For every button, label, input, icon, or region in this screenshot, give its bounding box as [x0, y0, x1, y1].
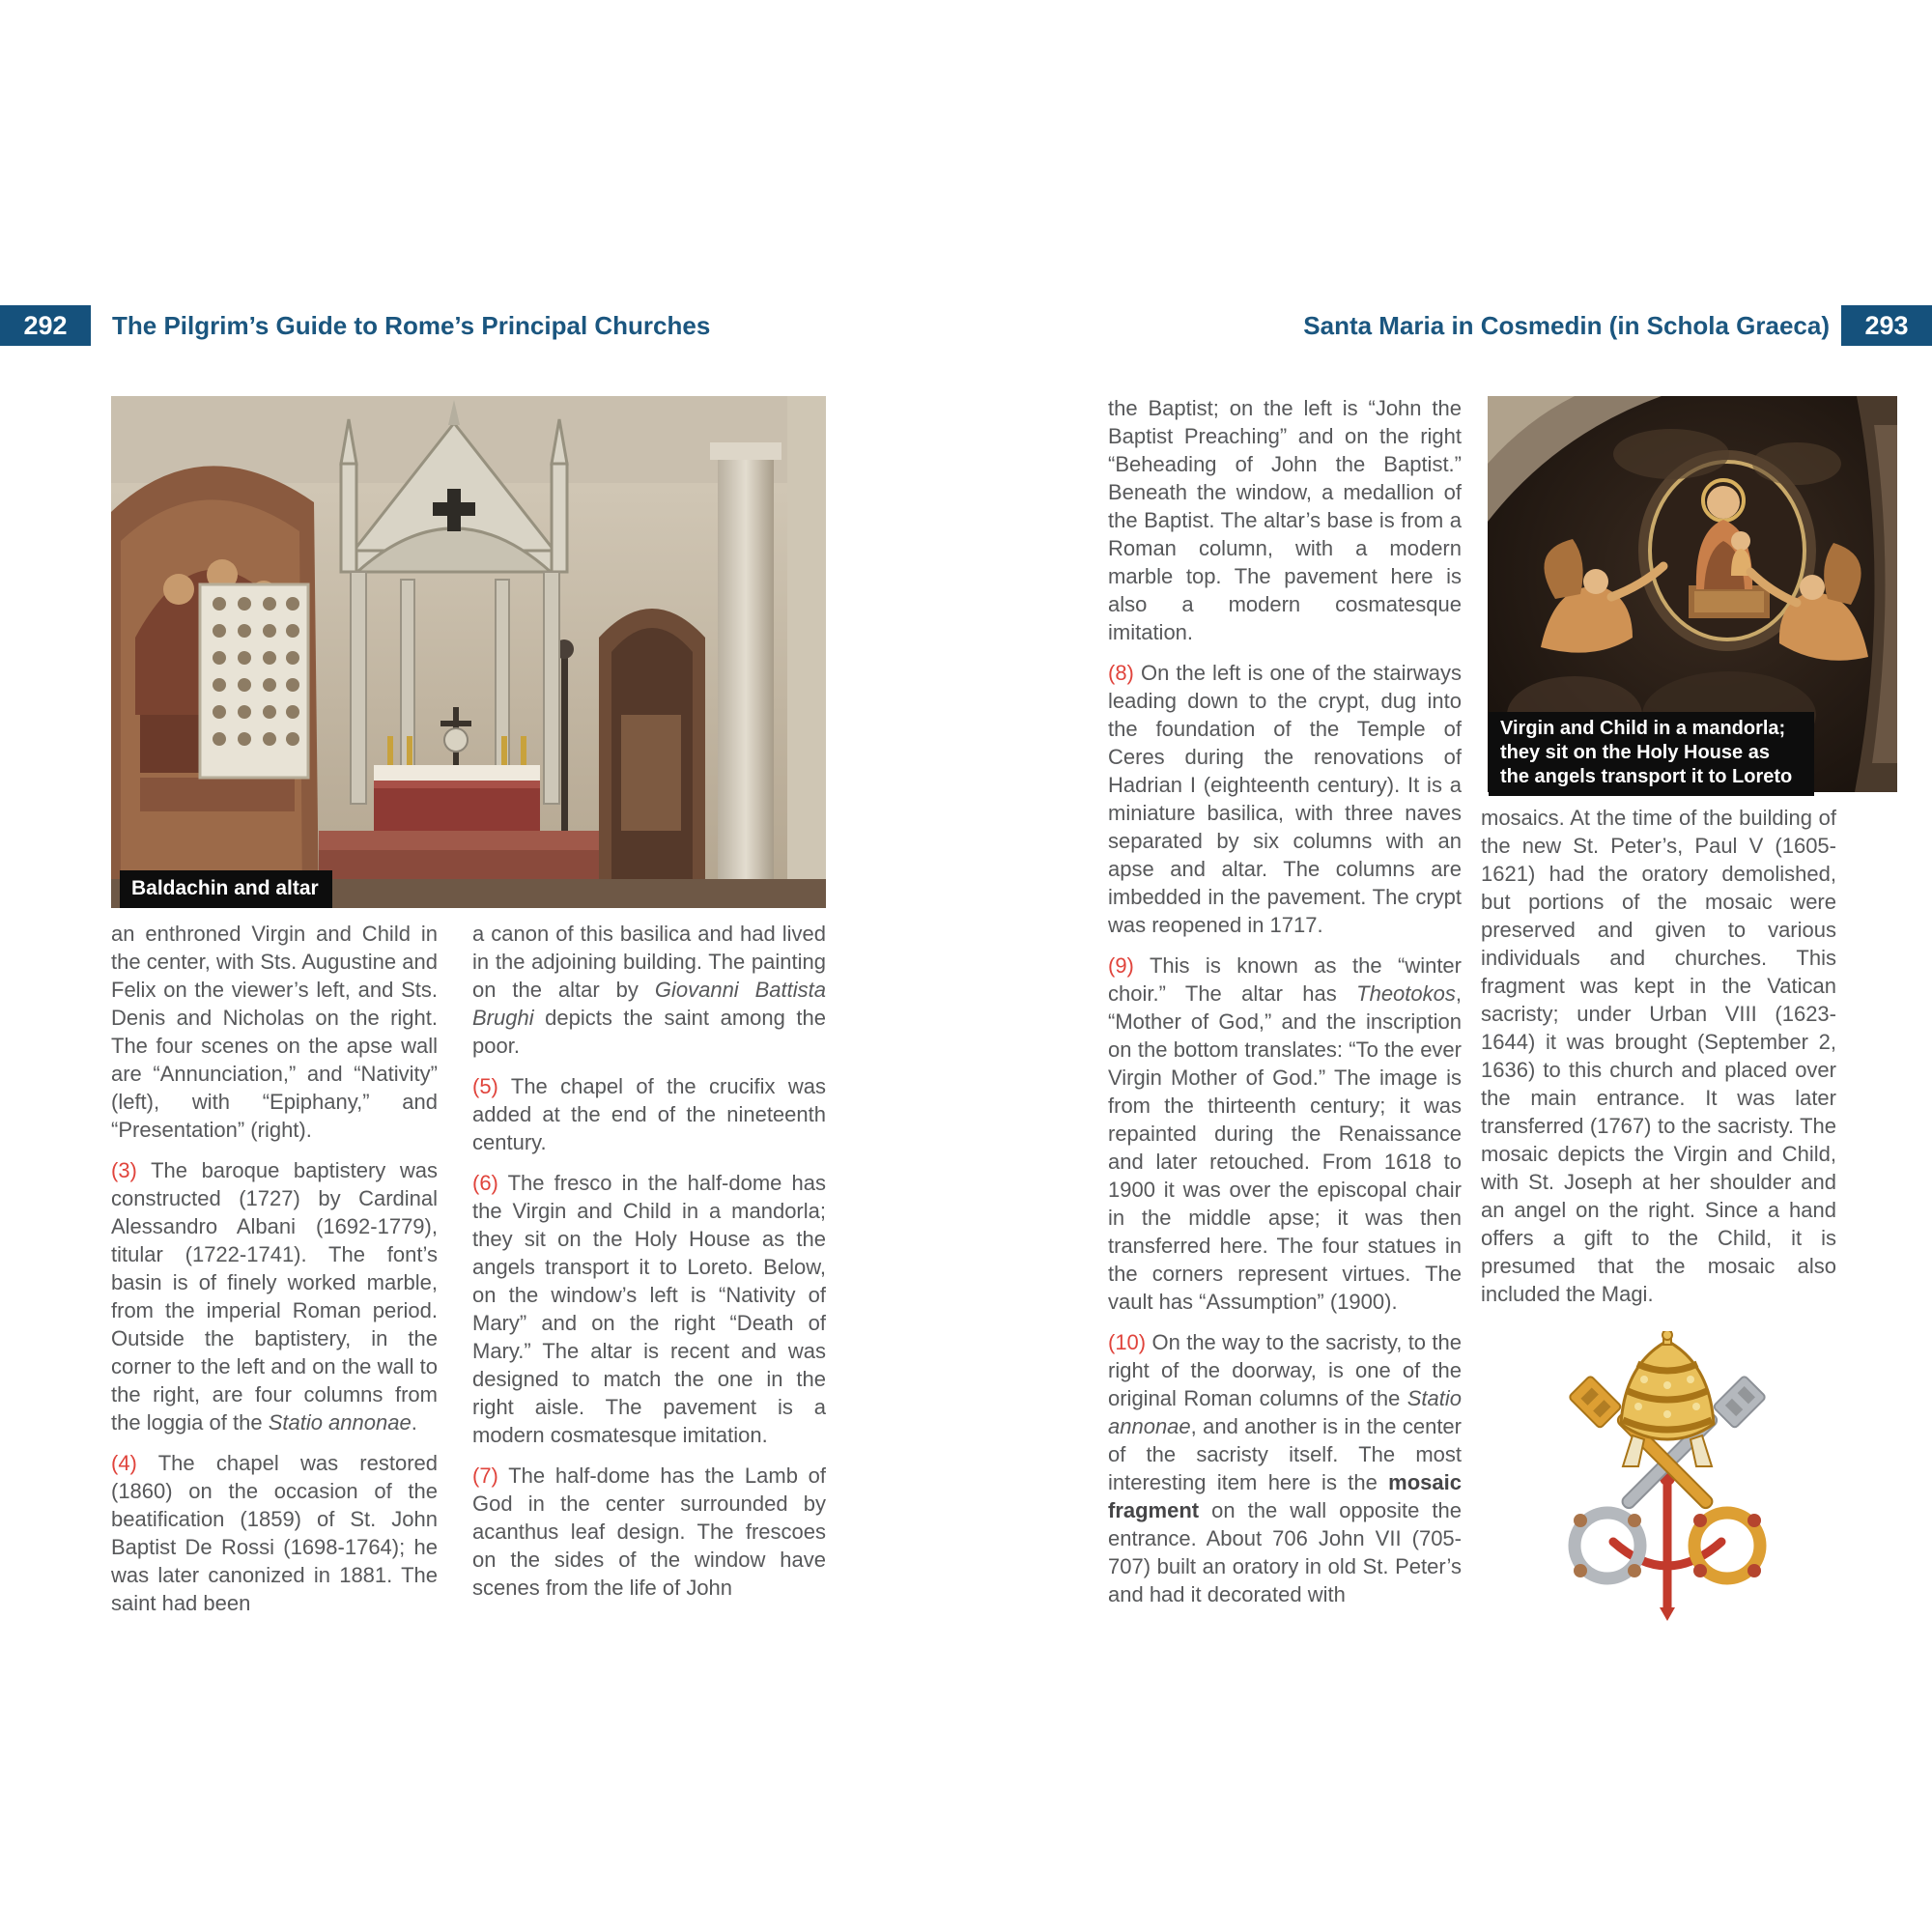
paragraph: (9) This is known as the “winter choir.” The altar has Theotokos, “Mother of God,” and the inscription on the bottom translates: “To the ever Virgin Mother of God.” The image is from the thirteenth century; it was repainted during the Renaissance and later retouched. From 1618 to 1900 it was over the episcopal chair in the middle apse; it was then transferred here. The four statues in the corners represent virtues. The vault has “Assumption” (1900). — [1108, 953, 1462, 1314]
left-page-column-2 — [472, 920, 826, 1614]
paragraph: mosaics. At the time of the building of the new St. Peter’s, Paul V (1605-1621) had the oratory demolished, but portions of the mosaic were preserved and given to various individuals and churches. This fragment was kept in the Vatican sacristy; under Urban VIII (1623-1644) it was brought (September 2, 1636) to this church and placed over the main entrance. It was later transferred (1767) to the sacristy. The mosaic depicts the Virgin and Child, with St. Joseph at her shoulder and an angel on the right. Since a hand offers a gift to the Child, it is presumed that the mosaic also included the Magi. — [1481, 806, 1836, 1306]
left-photo-caption: Baldachin and altar — [120, 870, 332, 908]
left-page-number: 292 — [0, 305, 91, 346]
baldachin-and-altar-photo — [111, 396, 826, 908]
paragraph: (4) The chapel was restored (1860) on the occasion of the beatification (1859) of St. John Baptist De Rossi (1698-1764); he was later canonized in 1881. The saint had been — [111, 1451, 439, 1615]
paragraph: (10) On the way to the sacristy, to the right of the doorway, is one of the original Roman columns of the Statio annonae, and another is in the center of the sacristy itself. The most interesting item here is the mosaic fragment on the wall opposite the entrance. About 706 John VII (705-707) built an oratory in old St. Peter’s and had it decorated with — [1108, 1330, 1462, 1606]
baldachin-photo-illustration — [111, 396, 826, 908]
left-page-column-1 — [111, 920, 438, 1630]
right-photo-caption: Virgin and Child in a mandorla; they sit on the Holy House as the angels transport it to Loreto — [1489, 712, 1814, 796]
paragraph: (5) The chapel of the crucifix was added at the end of the nineteenth century. — [472, 1074, 826, 1154]
paragraph: (3) The baroque baptistery was constructed (1727) by Cardinal Alessandro Albani (1692-1779), titular (1722-1741). The font’s basin is of finely worked marble, from the imperial Roman period. Outside the baptistery, in the corner to the left and on the wall to the right, are four columns from the loggia of the Statio annonae. — [111, 1158, 438, 1435]
right-page-number: 293 — [1841, 305, 1932, 346]
paragraph: the Baptist; on the left is “John the Baptist Preaching” and on the right “Beheading of John the Baptist.” Beneath the window, a medallion of the Baptist. The altar’s base is from a Roman column, with a modern marble top. The pavement here is also a modern cosmatesque imitation. — [1108, 396, 1462, 644]
crossed-keys-tiara-icon — [1538, 1331, 1797, 1621]
paragraph: a canon of this basilica and had lived in the adjoining building. The painting on the altar by Giovanni Battista Brughi depicts the saint among the poor. — [472, 922, 826, 1058]
paragraph: (8) On the left is one of the stairways leading down to the crypt, dug into the foundation of the Temple of Ceres during the renovations of Hadrian I (eighteenth century). It is a miniature basilica, with three naves separated by six columns with an apse and altar. The columns are imbedded in the pavement. The crypt was reopened in 1717. — [1108, 661, 1462, 937]
right-page-column-2 — [1481, 804, 1836, 1321]
right-page-column-1 — [1108, 394, 1462, 1621]
paragraph: (7) The half-dome has the Lamb of God in the center surrounded by acanthus leaf design. The frescoes on the sides of the window have scenes from the life of John — [472, 1463, 826, 1600]
paragraph: an enthroned Virgin and Child in the center, with Sts. Augustine and Felix on the viewer’s left, and Sts. Denis and Nicholas on the right. The four scenes on the apse wall are “Annunciation,” and “Nativity” (left), with “Epiphany,” and “Presentation” (right). — [111, 922, 438, 1142]
paragraph: (6) The fresco in the half-dome has the Virgin and Child in a mandorla; they sit on the Holy House as the angels transport it to Loreto. Below, on the window’s left is “Nativity of Mary” and on the right “Death of Mary.” The altar is recent and was designed to match the one in the right aisle. The pavement is a modern cosmatesque imitation. — [472, 1171, 826, 1447]
right-page-header-title: Santa Maria in Cosmedin (in Schola Graeca) — [1303, 311, 1830, 340]
papal-insignia-icon — [1538, 1331, 1797, 1626]
left-page-header-title: The Pilgrim’s Guide to Rome’s Principal Churches — [112, 311, 711, 340]
